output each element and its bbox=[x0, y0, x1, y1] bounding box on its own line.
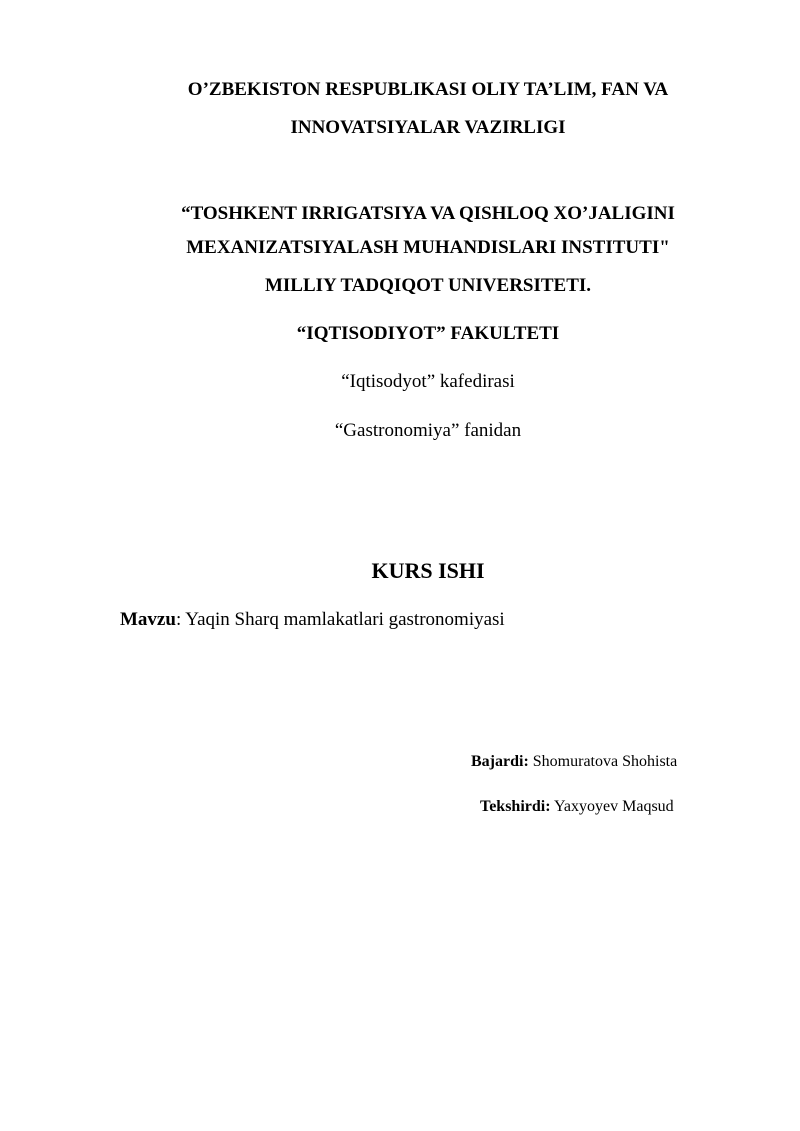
checked-by-name: Yaxyoyev Maqsud bbox=[550, 798, 674, 815]
checked-by-line bbox=[480, 797, 674, 817]
document-title: KURS ISHI bbox=[371, 558, 485, 583]
institute-name-line-1: “TOSHKENT IRRIGATSIYA VA QISHLOQ XO’JALIGINI bbox=[181, 203, 675, 224]
performed-by-label: Bajardi: bbox=[471, 753, 529, 770]
faculty-name: “IQTISODIYOT” FAKULTETI bbox=[296, 323, 560, 344]
performed-by-name: Shomuratova Shohista bbox=[528, 753, 678, 770]
department-name: “Iqtisodyot” kafedirasi bbox=[341, 371, 515, 392]
institute-name-line-3: MILLIY TADQIQOT UNIVERSITETI. bbox=[264, 275, 592, 296]
subject-name: “Gastronomiya” fanidan bbox=[334, 420, 522, 441]
ministry-title-line-2: INNOVATSIYALAR VAZIRLIGI bbox=[290, 117, 566, 138]
performed-by-line bbox=[471, 752, 677, 772]
topic-label: Mavzu bbox=[120, 609, 176, 630]
checked-by-label: Tekshirdi: bbox=[480, 798, 551, 815]
topic-line bbox=[120, 608, 505, 632]
topic-value: : Yaqin Sharq mamlakatlari gastronomiyasi bbox=[175, 609, 505, 630]
ministry-title-line-1: O’ZBEKISTON RESPUBLIKASI OLIY TA’LIM, FAN VA bbox=[187, 79, 669, 100]
institute-name-line-2: MEXANIZATSIYALASH MUHANDISLARI INSTITUTI" bbox=[186, 237, 670, 258]
